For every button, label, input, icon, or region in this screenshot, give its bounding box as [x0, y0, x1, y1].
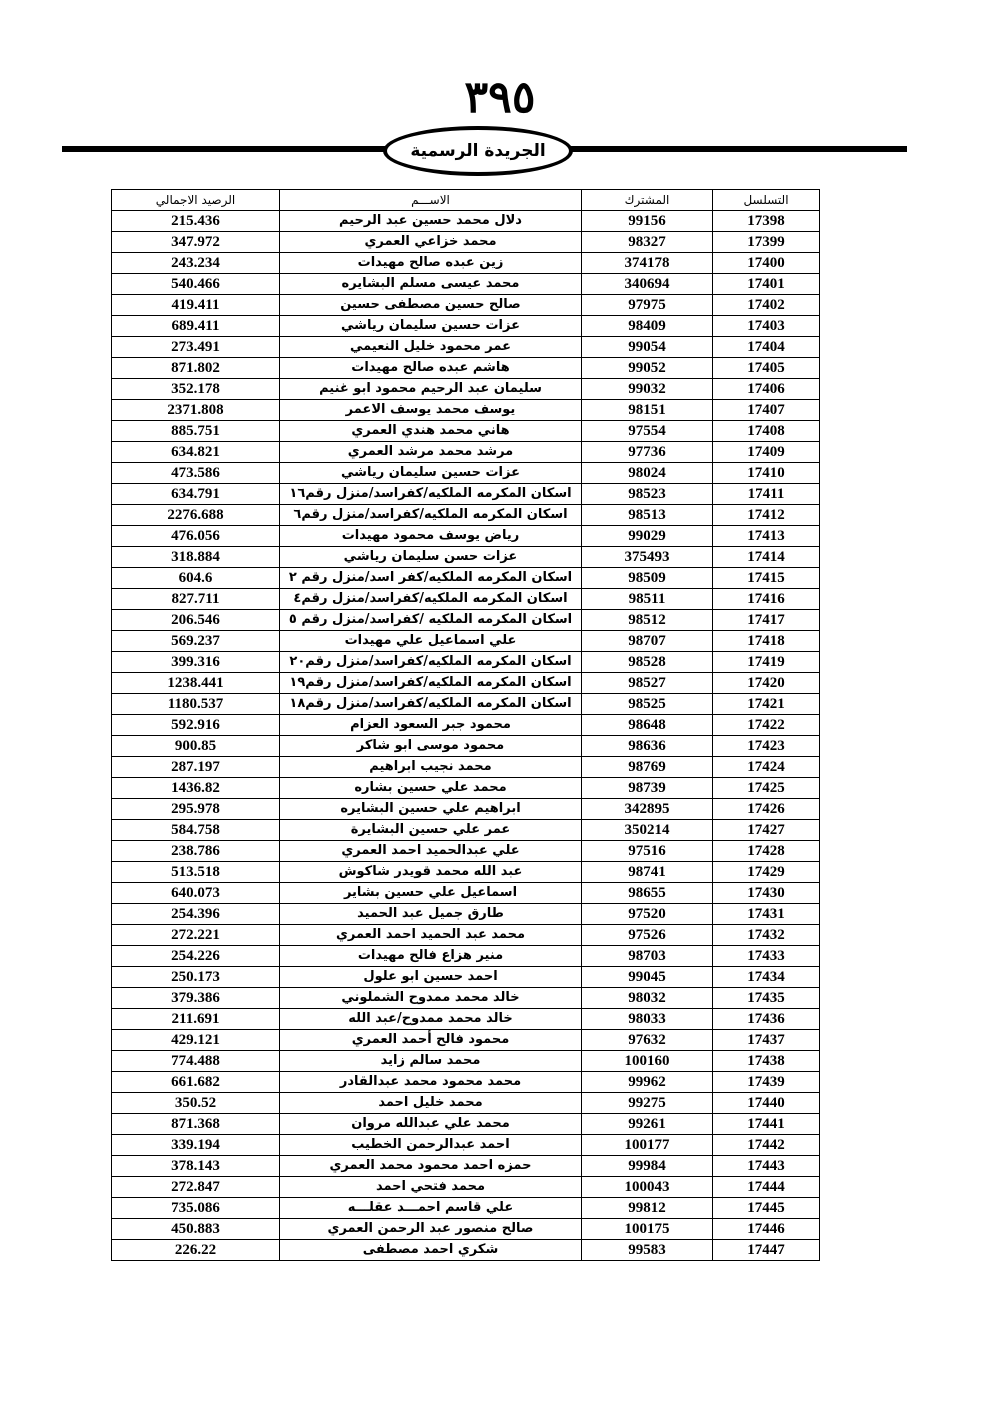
- serial-cell: 17418: [713, 631, 820, 652]
- table-row: [112, 925, 820, 946]
- name-cell: اسكان المكرمه الملكيه/كفراسد/منزل رقم٤: [280, 589, 582, 610]
- name-cell: صالح حسين مصطفى حسين: [280, 295, 582, 316]
- serial-cell: 17431: [713, 904, 820, 925]
- subscriber-cell: 98033: [582, 1009, 713, 1030]
- subscriber-cell: 98511: [582, 589, 713, 610]
- serial-cell: 17409: [713, 442, 820, 463]
- serial-cell: 17429: [713, 862, 820, 883]
- serial-cell: 17435: [713, 988, 820, 1009]
- serial-cell: 17420: [713, 673, 820, 694]
- balance-cell: 287.197: [112, 757, 280, 778]
- serial-cell: 17440: [713, 1093, 820, 1114]
- serial-cell: 17411: [713, 484, 820, 505]
- table-row: [112, 1114, 820, 1135]
- table-row: [112, 337, 820, 358]
- serial-cell: 17413: [713, 526, 820, 547]
- balance-cell: 378.143: [112, 1156, 280, 1177]
- subscriber-cell: 350214: [582, 820, 713, 841]
- name-cell: اسكان المكرمه الملكيه/كفراسد/منزل رقم٦: [280, 505, 582, 526]
- name-cell: عزات حسين سليمان رياشي: [280, 316, 582, 337]
- subscriber-cell: 99054: [582, 337, 713, 358]
- serial-cell: 17432: [713, 925, 820, 946]
- serial-cell: 17425: [713, 778, 820, 799]
- balance-cell: 399.316: [112, 652, 280, 673]
- name-cell: اسكان المكرمه الملكيه /كفراسد/منزل رقم ٥: [280, 610, 582, 631]
- subscriber-cell: 98741: [582, 862, 713, 883]
- table-row: [112, 421, 820, 442]
- name-cell: محمود جبر السعود العزام: [280, 715, 582, 736]
- balance-cell: 226.22: [112, 1240, 280, 1261]
- serial-cell: 17445: [713, 1198, 820, 1219]
- balance-cell: 211.691: [112, 1009, 280, 1030]
- balance-cell: 238.786: [112, 841, 280, 862]
- subscriber-cell: 98409: [582, 316, 713, 337]
- balance-cell: 2371.808: [112, 400, 280, 421]
- table-body: [112, 211, 820, 1261]
- name-cell: اسكان المكرمه الملكيه/كفراسد/منزل رقم١٩: [280, 673, 582, 694]
- table-row: [112, 1240, 820, 1261]
- serial-cell: 17404: [713, 337, 820, 358]
- subscriber-cell: 99275: [582, 1093, 713, 1114]
- serial-cell: 17430: [713, 883, 820, 904]
- subscriber-cell: 98655: [582, 883, 713, 904]
- subscriber-cell: 98024: [582, 463, 713, 484]
- table-row: [112, 316, 820, 337]
- balance-cell: 604.6: [112, 568, 280, 589]
- subscriber-balance-table: [111, 189, 820, 1261]
- serial-cell: 17421: [713, 694, 820, 715]
- table-row: [112, 505, 820, 526]
- serial-cell: 17441: [713, 1114, 820, 1135]
- table-row: [112, 1009, 820, 1030]
- table-row: [112, 232, 820, 253]
- name-cell: اسكان المكرمه الملكيه/كفر اسد/منزل رقم ٢: [280, 568, 582, 589]
- name-cell: ابراهيم علي حسين البشايره: [280, 799, 582, 820]
- serial-cell: 17447: [713, 1240, 820, 1261]
- balance-cell: 2276.688: [112, 505, 280, 526]
- table-row: [112, 694, 820, 715]
- subscriber-cell: 98327: [582, 232, 713, 253]
- subscriber-cell: 100160: [582, 1051, 713, 1072]
- balance-cell: 243.234: [112, 253, 280, 274]
- balance-cell: 450.883: [112, 1219, 280, 1240]
- balance-cell: 272.221: [112, 925, 280, 946]
- table-row: [112, 1135, 820, 1156]
- table-row: [112, 820, 820, 841]
- subscriber-cell: 98707: [582, 631, 713, 652]
- subscriber-cell: 340694: [582, 274, 713, 295]
- balance-cell: 661.682: [112, 1072, 280, 1093]
- balance-cell: 429.121: [112, 1030, 280, 1051]
- balance-cell: 592.916: [112, 715, 280, 736]
- name-cell: طارق جميل عبد الحميد: [280, 904, 582, 925]
- table-row: [112, 652, 820, 673]
- balance-cell: 774.488: [112, 1051, 280, 1072]
- subscriber-cell: 98525: [582, 694, 713, 715]
- name-cell: عزات حسن سليمان رياشي: [280, 547, 582, 568]
- serial-cell: 17426: [713, 799, 820, 820]
- column-header-name: الاســـم: [280, 190, 582, 211]
- subscriber-cell: 98527: [582, 673, 713, 694]
- serial-cell: 17436: [713, 1009, 820, 1030]
- balance-cell: 273.491: [112, 337, 280, 358]
- balance-cell: 640.073: [112, 883, 280, 904]
- serial-cell: 17412: [713, 505, 820, 526]
- serial-cell: 17410: [713, 463, 820, 484]
- name-cell: عمر علي حسين البشايرة: [280, 820, 582, 841]
- table-row: [112, 526, 820, 547]
- name-cell: دلال محمد حسين عبد الرحيم: [280, 211, 582, 232]
- balance-cell: 473.586: [112, 463, 280, 484]
- serial-cell: 17434: [713, 967, 820, 988]
- publication-title: الجريدة الرسمية: [410, 141, 546, 161]
- subscriber-cell: 98512: [582, 610, 713, 631]
- balance-cell: 254.396: [112, 904, 280, 925]
- table-row: [112, 841, 820, 862]
- name-cell: محمد علي عبدالله مروان: [280, 1114, 582, 1135]
- table-row: [112, 442, 820, 463]
- balance-cell: 827.711: [112, 589, 280, 610]
- serial-cell: 17423: [713, 736, 820, 757]
- table-row: [112, 1030, 820, 1051]
- subscriber-cell: 99032: [582, 379, 713, 400]
- table-row: [112, 1051, 820, 1072]
- balance-cell: 272.847: [112, 1177, 280, 1198]
- table-row: [112, 904, 820, 925]
- name-cell: محمد سالم زايد: [280, 1051, 582, 1072]
- serial-cell: 17422: [713, 715, 820, 736]
- table-row: [112, 547, 820, 568]
- table-row: [112, 946, 820, 967]
- serial-cell: 17444: [713, 1177, 820, 1198]
- balance-cell: 540.466: [112, 274, 280, 295]
- publication-title-oval: [383, 126, 573, 176]
- serial-cell: 17398: [713, 211, 820, 232]
- name-cell: عبد الله محمد قويدر شاكوش: [280, 862, 582, 883]
- subscriber-cell: 99962: [582, 1072, 713, 1093]
- name-cell: علي قاسم احمـــد عقلـــه: [280, 1198, 582, 1219]
- table-row: [112, 400, 820, 421]
- serial-cell: 17402: [713, 295, 820, 316]
- name-cell: سليمان عبد الرحيم محمود ابو غنيم: [280, 379, 582, 400]
- serial-cell: 17406: [713, 379, 820, 400]
- serial-cell: 17427: [713, 820, 820, 841]
- name-cell: شكري احمد مصطفى: [280, 1240, 582, 1261]
- column-header-subscriber: المشترك: [582, 190, 713, 211]
- table-row: [112, 883, 820, 904]
- name-cell: احمد عبدالرحمن الخطيب: [280, 1135, 582, 1156]
- balance-cell: 352.178: [112, 379, 280, 400]
- balance-cell: 206.546: [112, 610, 280, 631]
- name-cell: اسماعيل علي حسين بشاير: [280, 883, 582, 904]
- name-cell: صالح منصور عبد الرحمن العمري: [280, 1219, 582, 1240]
- serial-cell: 17437: [713, 1030, 820, 1051]
- subscriber-cell: 99583: [582, 1240, 713, 1261]
- serial-cell: 17414: [713, 547, 820, 568]
- balance-cell: 569.237: [112, 631, 280, 652]
- table-row: [112, 358, 820, 379]
- serial-cell: 17443: [713, 1156, 820, 1177]
- subscriber-cell: 98636: [582, 736, 713, 757]
- name-cell: منير هزاع فالح مهيدات: [280, 946, 582, 967]
- balance-cell: 871.368: [112, 1114, 280, 1135]
- name-cell: يوسف محمد يوسف الاعمر: [280, 400, 582, 421]
- serial-cell: 17416: [713, 589, 820, 610]
- balance-cell: 634.821: [112, 442, 280, 463]
- balance-cell: 339.194: [112, 1135, 280, 1156]
- serial-cell: 17408: [713, 421, 820, 442]
- table-row: [112, 862, 820, 883]
- subscriber-cell: 98032: [582, 988, 713, 1009]
- subscriber-cell: 99984: [582, 1156, 713, 1177]
- name-cell: محمد خليل احمد: [280, 1093, 582, 1114]
- balance-cell: 735.086: [112, 1198, 280, 1219]
- balance-cell: 295.978: [112, 799, 280, 820]
- subscriber-cell: 98703: [582, 946, 713, 967]
- subscriber-cell: 98769: [582, 757, 713, 778]
- balance-cell: 1436.82: [112, 778, 280, 799]
- table-row: [112, 967, 820, 988]
- serial-cell: 17419: [713, 652, 820, 673]
- table-row: [112, 715, 820, 736]
- balance-cell: 215.436: [112, 211, 280, 232]
- name-cell: عزات حسين سليمان رياشي: [280, 463, 582, 484]
- subscriber-cell: 97975: [582, 295, 713, 316]
- balance-cell: 347.972: [112, 232, 280, 253]
- name-cell: محمد عيسى مسلم البشايره: [280, 274, 582, 295]
- table-row: [112, 1072, 820, 1093]
- table-row: [112, 799, 820, 820]
- table-row: [112, 484, 820, 505]
- serial-cell: 17407: [713, 400, 820, 421]
- balance-cell: 584.758: [112, 820, 280, 841]
- balance-cell: 689.411: [112, 316, 280, 337]
- subscriber-cell: 99156: [582, 211, 713, 232]
- balance-cell: 885.751: [112, 421, 280, 442]
- subscriber-cell: 342895: [582, 799, 713, 820]
- table-row: [112, 274, 820, 295]
- subscriber-cell: 97520: [582, 904, 713, 925]
- name-cell: مرشد محمد مرشد العمري: [280, 442, 582, 463]
- subscriber-cell: 98513: [582, 505, 713, 526]
- name-cell: حمزه احمد محمود محمد العمري: [280, 1156, 582, 1177]
- serial-cell: 17403: [713, 316, 820, 337]
- subscriber-cell: 98523: [582, 484, 713, 505]
- balance-cell: 318.884: [112, 547, 280, 568]
- table-row: [112, 295, 820, 316]
- name-cell: محمد علي حسين بشاره: [280, 778, 582, 799]
- balance-cell: 350.52: [112, 1093, 280, 1114]
- serial-cell: 17442: [713, 1135, 820, 1156]
- table-row: [112, 988, 820, 1009]
- name-cell: محمد فتحي احمد: [280, 1177, 582, 1198]
- balance-cell: 250.173: [112, 967, 280, 988]
- table-row: [112, 568, 820, 589]
- serial-cell: 17400: [713, 253, 820, 274]
- subscriber-cell: 100043: [582, 1177, 713, 1198]
- serial-cell: 17401: [713, 274, 820, 295]
- serial-cell: 17399: [713, 232, 820, 253]
- page-number: ٣٩٥: [464, 72, 536, 123]
- table-row: [112, 379, 820, 400]
- subscriber-cell: 97516: [582, 841, 713, 862]
- name-cell: اسكان المكرمه الملكيه/كفراسد/منزل رقم١٦: [280, 484, 582, 505]
- subscriber-cell: 375493: [582, 547, 713, 568]
- subscriber-cell: 99045: [582, 967, 713, 988]
- name-cell: محمد نجيب ابراهيم: [280, 757, 582, 778]
- subscriber-cell: 99052: [582, 358, 713, 379]
- table-row: [112, 463, 820, 484]
- name-cell: رياض يوسف محمود مهيدات: [280, 526, 582, 547]
- serial-cell: 17424: [713, 757, 820, 778]
- name-cell: محمود فالح أحمد العمري: [280, 1030, 582, 1051]
- subscriber-cell: 100175: [582, 1219, 713, 1240]
- subscriber-cell: 99029: [582, 526, 713, 547]
- table-header-row: [112, 190, 820, 211]
- table-row: [112, 1093, 820, 1114]
- name-cell: محمود موسى ابو شاكر: [280, 736, 582, 757]
- name-cell: عمر محمود خليل النعيمي: [280, 337, 582, 358]
- subscriber-cell: 97526: [582, 925, 713, 946]
- name-cell: هاني محمد هندي العمري: [280, 421, 582, 442]
- serial-cell: 17439: [713, 1072, 820, 1093]
- table-row: [112, 610, 820, 631]
- balance-cell: 634.791: [112, 484, 280, 505]
- serial-cell: 17417: [713, 610, 820, 631]
- table-row: [112, 757, 820, 778]
- table-row: [112, 1198, 820, 1219]
- balance-cell: 419.411: [112, 295, 280, 316]
- serial-cell: 17446: [713, 1219, 820, 1240]
- balance-cell: 379.386: [112, 988, 280, 1009]
- table-row: [112, 1177, 820, 1198]
- column-header-serial: التسلسل: [713, 190, 820, 211]
- subscriber-cell: 99261: [582, 1114, 713, 1135]
- balance-cell: 254.226: [112, 946, 280, 967]
- name-cell: خالد محمد ممدوح الشملوني: [280, 988, 582, 1009]
- serial-cell: 17433: [713, 946, 820, 967]
- table-row: [112, 1156, 820, 1177]
- table-row: [112, 589, 820, 610]
- header-rule-left: [62, 146, 388, 152]
- subscriber-cell: 100177: [582, 1135, 713, 1156]
- name-cell: علي عبدالحميد احمد العمري: [280, 841, 582, 862]
- subscriber-cell: 98528: [582, 652, 713, 673]
- name-cell: اسكان المكرمه الملكيه/كفراسد/منزل رقم٢٠: [280, 652, 582, 673]
- subscriber-cell: 97632: [582, 1030, 713, 1051]
- subscriber-cell: 98151: [582, 400, 713, 421]
- table-row: [112, 631, 820, 652]
- table-row: [112, 673, 820, 694]
- name-cell: خالد محمد ممدوح/عبد الله: [280, 1009, 582, 1030]
- serial-cell: 17438: [713, 1051, 820, 1072]
- name-cell: محمد محمود محمد عبدالقادر: [280, 1072, 582, 1093]
- name-cell: هاشم عبده صالح مهيدات: [280, 358, 582, 379]
- column-header-balance: الرصيد الاجمالي: [112, 190, 280, 211]
- balance-cell: 871.802: [112, 358, 280, 379]
- serial-cell: 17405: [713, 358, 820, 379]
- subscriber-cell: 99812: [582, 1198, 713, 1219]
- subscriber-cell: 98648: [582, 715, 713, 736]
- balance-cell: 1180.537: [112, 694, 280, 715]
- serial-cell: 17428: [713, 841, 820, 862]
- name-cell: احمد حسين ابو علول: [280, 967, 582, 988]
- balance-cell: 1238.441: [112, 673, 280, 694]
- subscriber-cell: 97736: [582, 442, 713, 463]
- subscriber-cell: 98509: [582, 568, 713, 589]
- name-cell: محمد عبد الحميد احمد العمري: [280, 925, 582, 946]
- balance-cell: 513.518: [112, 862, 280, 883]
- subscriber-cell: 374178: [582, 253, 713, 274]
- header-rule-right: [571, 146, 907, 152]
- name-cell: محمد خزاعي العمري: [280, 232, 582, 253]
- serial-cell: 17415: [713, 568, 820, 589]
- name-cell: اسكان المكرمه الملكيه/كفراسد/منزل رقم١٨: [280, 694, 582, 715]
- table-row: [112, 253, 820, 274]
- subscriber-cell: 98739: [582, 778, 713, 799]
- balance-cell: 476.056: [112, 526, 280, 547]
- table-row: [112, 736, 820, 757]
- name-cell: زين عبده صالح مهيدات: [280, 253, 582, 274]
- table-row: [112, 211, 820, 232]
- name-cell: علي اسماعيل علي مهيدات: [280, 631, 582, 652]
- subscriber-cell: 97554: [582, 421, 713, 442]
- table-row: [112, 778, 820, 799]
- table-row: [112, 1219, 820, 1240]
- balance-cell: 900.85: [112, 736, 280, 757]
